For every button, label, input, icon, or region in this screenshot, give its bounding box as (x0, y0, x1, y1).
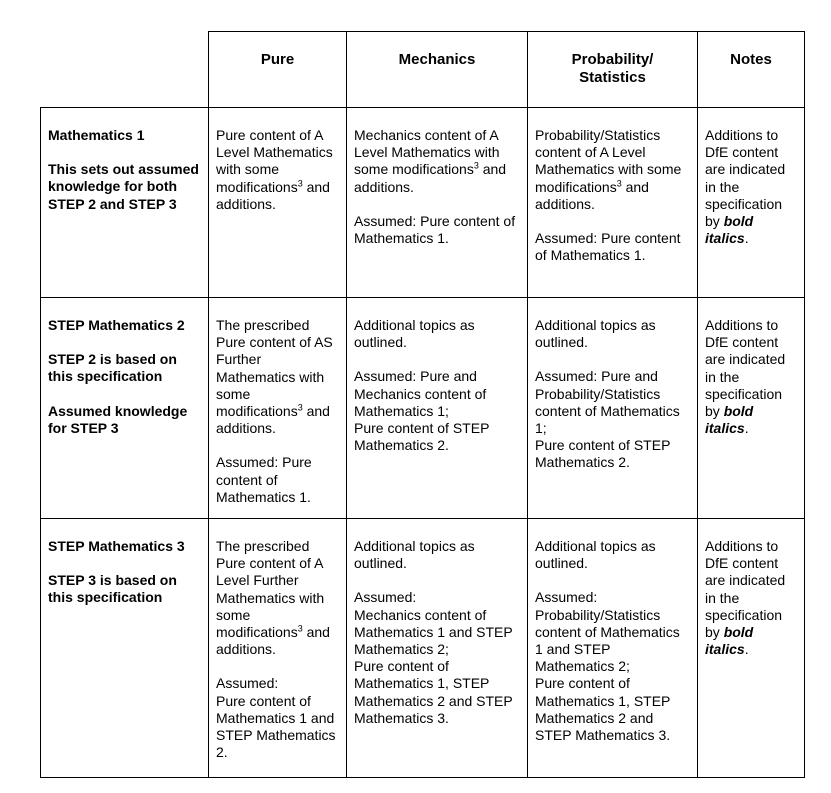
specification-table (40, 31, 805, 778)
pure-cell (209, 108, 347, 298)
probability-description: Probability/Statistics content of A Level Mathematics with some modifications$^3$ and additions. (535, 127, 682, 212)
probability-assumed: Assumed: Pure and Probability/Statistics content of Mathematics 1; Pure content of STEP Mathematics 2. (535, 368, 680, 471)
pure-assumed: Assumed: Pure content of Mathematics 1. (216, 454, 312, 505)
mechanics-assumed: Assumed: Pure content of Mathematics 1. (354, 212, 516, 247)
row-title-cell (41, 519, 209, 778)
row-title: STEP Mathematics 2 (48, 317, 185, 333)
notes-text: Additions to DfE content are indicated in the specification by bold italics. (705, 538, 786, 658)
probability-description: Additional topics as outlined. (535, 538, 656, 572)
row-title: Mathematics 1 (48, 127, 145, 143)
header-probability-line1: Probability/ (571, 51, 654, 68)
probability-assumed: Assumed: Probability/Statistics content of Mathematics 1 and STEP Mathematics 2; Pure content of Mathematics 1, STEP Mathematics 2 and STEP Mathematics 3. (535, 589, 680, 744)
probability-cell (528, 108, 698, 298)
row-subtitle: This sets out assumed knowledge for both STEP 2 and STEP 3 (48, 161, 199, 212)
mechanics-description: Additional topics as outlined. (354, 317, 475, 351)
probability-assumed: Assumed: Pure content of Mathematics 1. (535, 230, 681, 264)
notes-text: Additions to DfE content are indicated in the specification by bold italics. (705, 317, 786, 437)
pure-cell (209, 519, 347, 778)
pure-description: Pure content of A Level Mathematics with some modifications$^3$ and additions. (216, 127, 333, 212)
row-subtitle: STEP 3 is based on this specification (48, 572, 177, 606)
row-subtitle: STEP 2 is based on this specification (48, 351, 177, 385)
mechanics-cell (347, 298, 528, 519)
table-row-step-mathematics-3 (41, 519, 805, 778)
row-subtitle-2: Assumed knowledge for STEP 3 (48, 402, 188, 436)
probability-cell (528, 519, 698, 778)
mechanics-description: Additional topics as outlined. (354, 538, 475, 572)
pure-description: The prescribed Pure content of AS Further Mathematics with some modifications$^3$ and additions. (216, 317, 333, 437)
pure-assumed: Assumed: Pure content of Mathematics 1 and STEP Mathematics 2. (216, 675, 336, 761)
mechanics-assumed: Assumed: Pure and Mechanics content of Mathematics 1; Pure content of STEP Mathematics 2. (354, 368, 490, 454)
header-notes: Notes (698, 32, 805, 108)
header-row (41, 32, 805, 108)
notes-cell (698, 298, 805, 519)
notes-cell (698, 519, 805, 778)
table-row-mathematics-1 (41, 108, 805, 298)
header-pure: Pure (209, 32, 347, 108)
header-mechanics: Mechanics (347, 32, 528, 108)
row-title: STEP Mathematics 3 (48, 538, 185, 554)
notes-text: Additions to DfE content are indicated in the specification by bold italics. (705, 127, 786, 247)
table-row-step-mathematics-2 (41, 298, 805, 519)
mechanics-cell (347, 108, 528, 298)
mechanics-description: Mechanics content of A Level Mathematics with some modifications$^3$ and additions. (354, 127, 507, 195)
row-title-cell (41, 108, 209, 298)
pure-cell (209, 298, 347, 519)
header-probability-statistics (528, 32, 698, 108)
row-title-cell (41, 298, 209, 519)
mechanics-cell (347, 519, 528, 778)
mechanics-assumed: Assumed: Mechanics content of Mathematics 1 and STEP Mathematics 2; Pure content of Mathematics 1, STEP Mathematics 2 and STEP Mathematics 3. (354, 589, 513, 726)
pure-description: The prescribed Pure content of A Level Further Mathematics with some modifications$^3$ and additions. (216, 538, 330, 658)
notes-cell (698, 108, 805, 298)
header-blank-cell (41, 32, 209, 108)
probability-cell (528, 298, 698, 519)
probability-description: Additional topics as outlined. (535, 317, 656, 351)
header-probability-line2: Statistics (579, 69, 646, 86)
